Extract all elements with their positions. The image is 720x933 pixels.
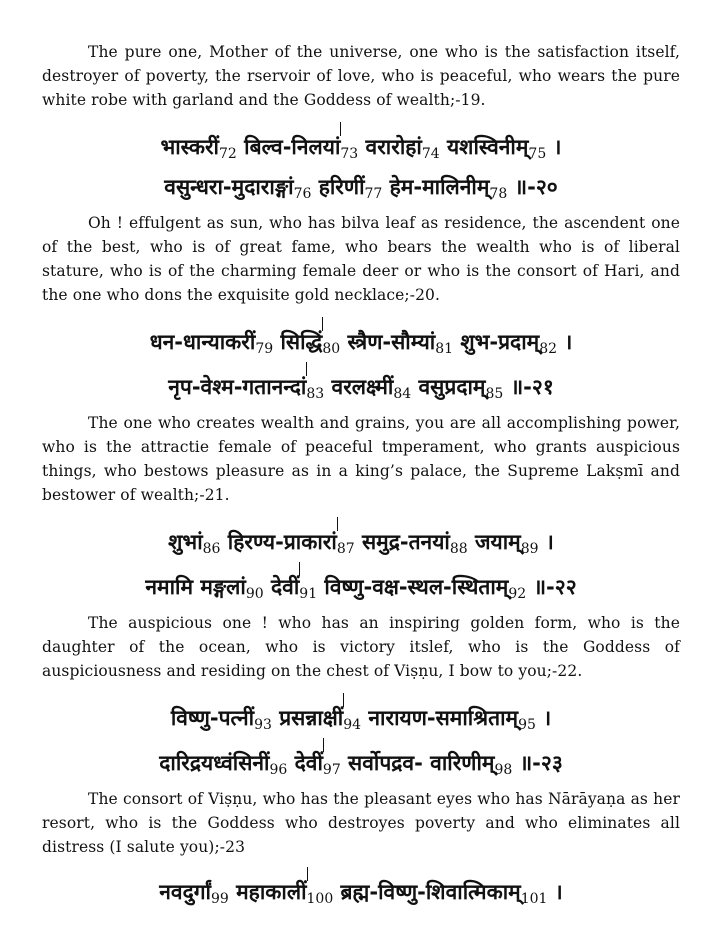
verse-line-99-101 xyxy=(42,867,680,912)
verse-word: $हेम-मालिनीम्_{78}$ xyxy=(382,175,508,202)
translation-paragraph-21: The one who creates wealth and grains, you are all accomplishing power, who is the attractie female of peaceful tmperament, who grants auspicious things, who bestows pleasure as in a king’s palace, the Supreme Lakṣmī and bestower of wealth;-21. xyxy=(42,414,680,504)
verse-end-mark: ॥-२२ xyxy=(526,575,577,599)
verse-word: $हिरण्य-प्राकारां_{87}$ xyxy=(220,530,354,554)
verse-word: $महाकालीं_{100}$ xyxy=(229,880,333,904)
verse-line-86-89 xyxy=(42,517,680,562)
verse-word: $देवीं_{97}$ xyxy=(287,751,340,775)
verse-word: नमामि $मङ्गलां_{90}$ xyxy=(145,575,264,602)
verse-end-mark: । xyxy=(557,330,573,354)
verse-word: $जयाम्_{89}$ xyxy=(467,530,539,557)
verse-word: $भास्करीं_{72}$ xyxy=(160,135,237,162)
verse-word: $शुभां_{86}$ xyxy=(168,530,221,557)
verse-word: $नवदुर्गां_{99}$ xyxy=(159,880,229,907)
verse-word: $हरिणीं_{77}$ xyxy=(311,175,383,202)
verse-end-mark: । xyxy=(535,706,552,730)
verse-word: $बिल्व-निलयां_{73}$ xyxy=(237,135,358,159)
verse-word: $शुभ-प्रदाम्_{82}$ xyxy=(453,330,558,357)
verse-word: $सिद्धिं_{80}$ xyxy=(273,330,340,354)
verse-end-mark: ॥-२१ xyxy=(503,375,554,399)
translation-paragraph-22: The auspicious one ! who has an inspiring golden form, who is the daughter of the ocean, who is victory itslef, who is the Goddess of auspiciousness and residing on the chest of Viṣṇu, I bow to you;-22. xyxy=(42,614,680,680)
verse-word: $धन-धान्याकरीं_{79}$ xyxy=(149,330,274,357)
verse-word: सर्वोपद्रव- $वारिणीम्_{98}$ xyxy=(340,751,513,778)
verse-end-mark: । xyxy=(538,530,554,554)
verse-word: $ब्रह्म-विष्णु-शिवात्मिकाम्_{101}$ xyxy=(333,880,548,907)
verse-end-mark: ॥-२० xyxy=(507,175,558,199)
verse-word: $स्त्रैण-सौम्यां_{81}$ xyxy=(340,330,454,357)
verse-line-72-75 xyxy=(42,122,680,167)
verse-end-mark: । xyxy=(546,135,562,159)
verse-word: $विष्णु-पत्नीं_{93}$ xyxy=(170,706,272,733)
verse-word: $यशस्विनीम्_{75}$ xyxy=(439,135,547,162)
verse-word: $वसुप्रदाम्_{85}$ xyxy=(411,375,504,402)
translation-paragraph-20: Oh ! effulgent as sun, who has bilva leaf as residence, the ascendent one of the best, who is of great fame, who bears the wealth who is of liberal stature, who is of the charming female deer or who is the consort of Hari, and the one who dons the exquisite gold necklace;-20. xyxy=(42,214,680,304)
verse-end-mark: । xyxy=(547,880,563,904)
verse-word: $वरलक्ष्मीं_{84}$ xyxy=(324,375,412,402)
verse-word: $प्रसन्नाक्षीं_{94}$ xyxy=(272,706,361,730)
verse-word: $वसुन्धरा-मुदाराङ्गां_{76}$ xyxy=(164,175,312,202)
verse-end-mark: ॥-२३ xyxy=(512,751,563,775)
verse-word: $दारिद्रयध्वंसिनीं_{96}$ xyxy=(159,751,288,778)
verse-word: $नृप-वेश्म-गतानन्दां_{83}$ xyxy=(168,375,324,399)
verse-word: $देवीं_{91}$ xyxy=(264,575,317,599)
verse-word: $नारायण-समाश्रिताम्_{95}$ xyxy=(361,706,536,733)
verse-word: $समुद्र-तनयां_{88}$ xyxy=(354,530,468,557)
translation-paragraph-23: The consort of Viṣṇu, who has the pleasant eyes who has Nārāyaṇa as her resort, who is the Goddess who destroyes poverty and who eliminates all distress (I salute you);-23 xyxy=(42,790,680,856)
verse-line-93-95 xyxy=(42,693,680,738)
verse-line-90-92 xyxy=(42,562,680,607)
verse-line-76-78 xyxy=(42,167,680,207)
verse-line-79-82 xyxy=(42,317,680,362)
translation-paragraph-19: The pure one, Mother of the universe, one who is the satisfaction itself, destroyer of poverty, the rservoir of love, who is peaceful, who wears the pure white robe with garland and the Goddess of wealth;-19. xyxy=(42,43,680,109)
verse-word: $विष्णु-वक्ष-स्थल-स्थिताम्_{92}$ xyxy=(317,575,527,602)
verse-word: $वरारोहां_{74}$ xyxy=(358,135,440,162)
verse-line-83-85 xyxy=(42,362,680,407)
verse-line-96-98 xyxy=(42,738,680,783)
